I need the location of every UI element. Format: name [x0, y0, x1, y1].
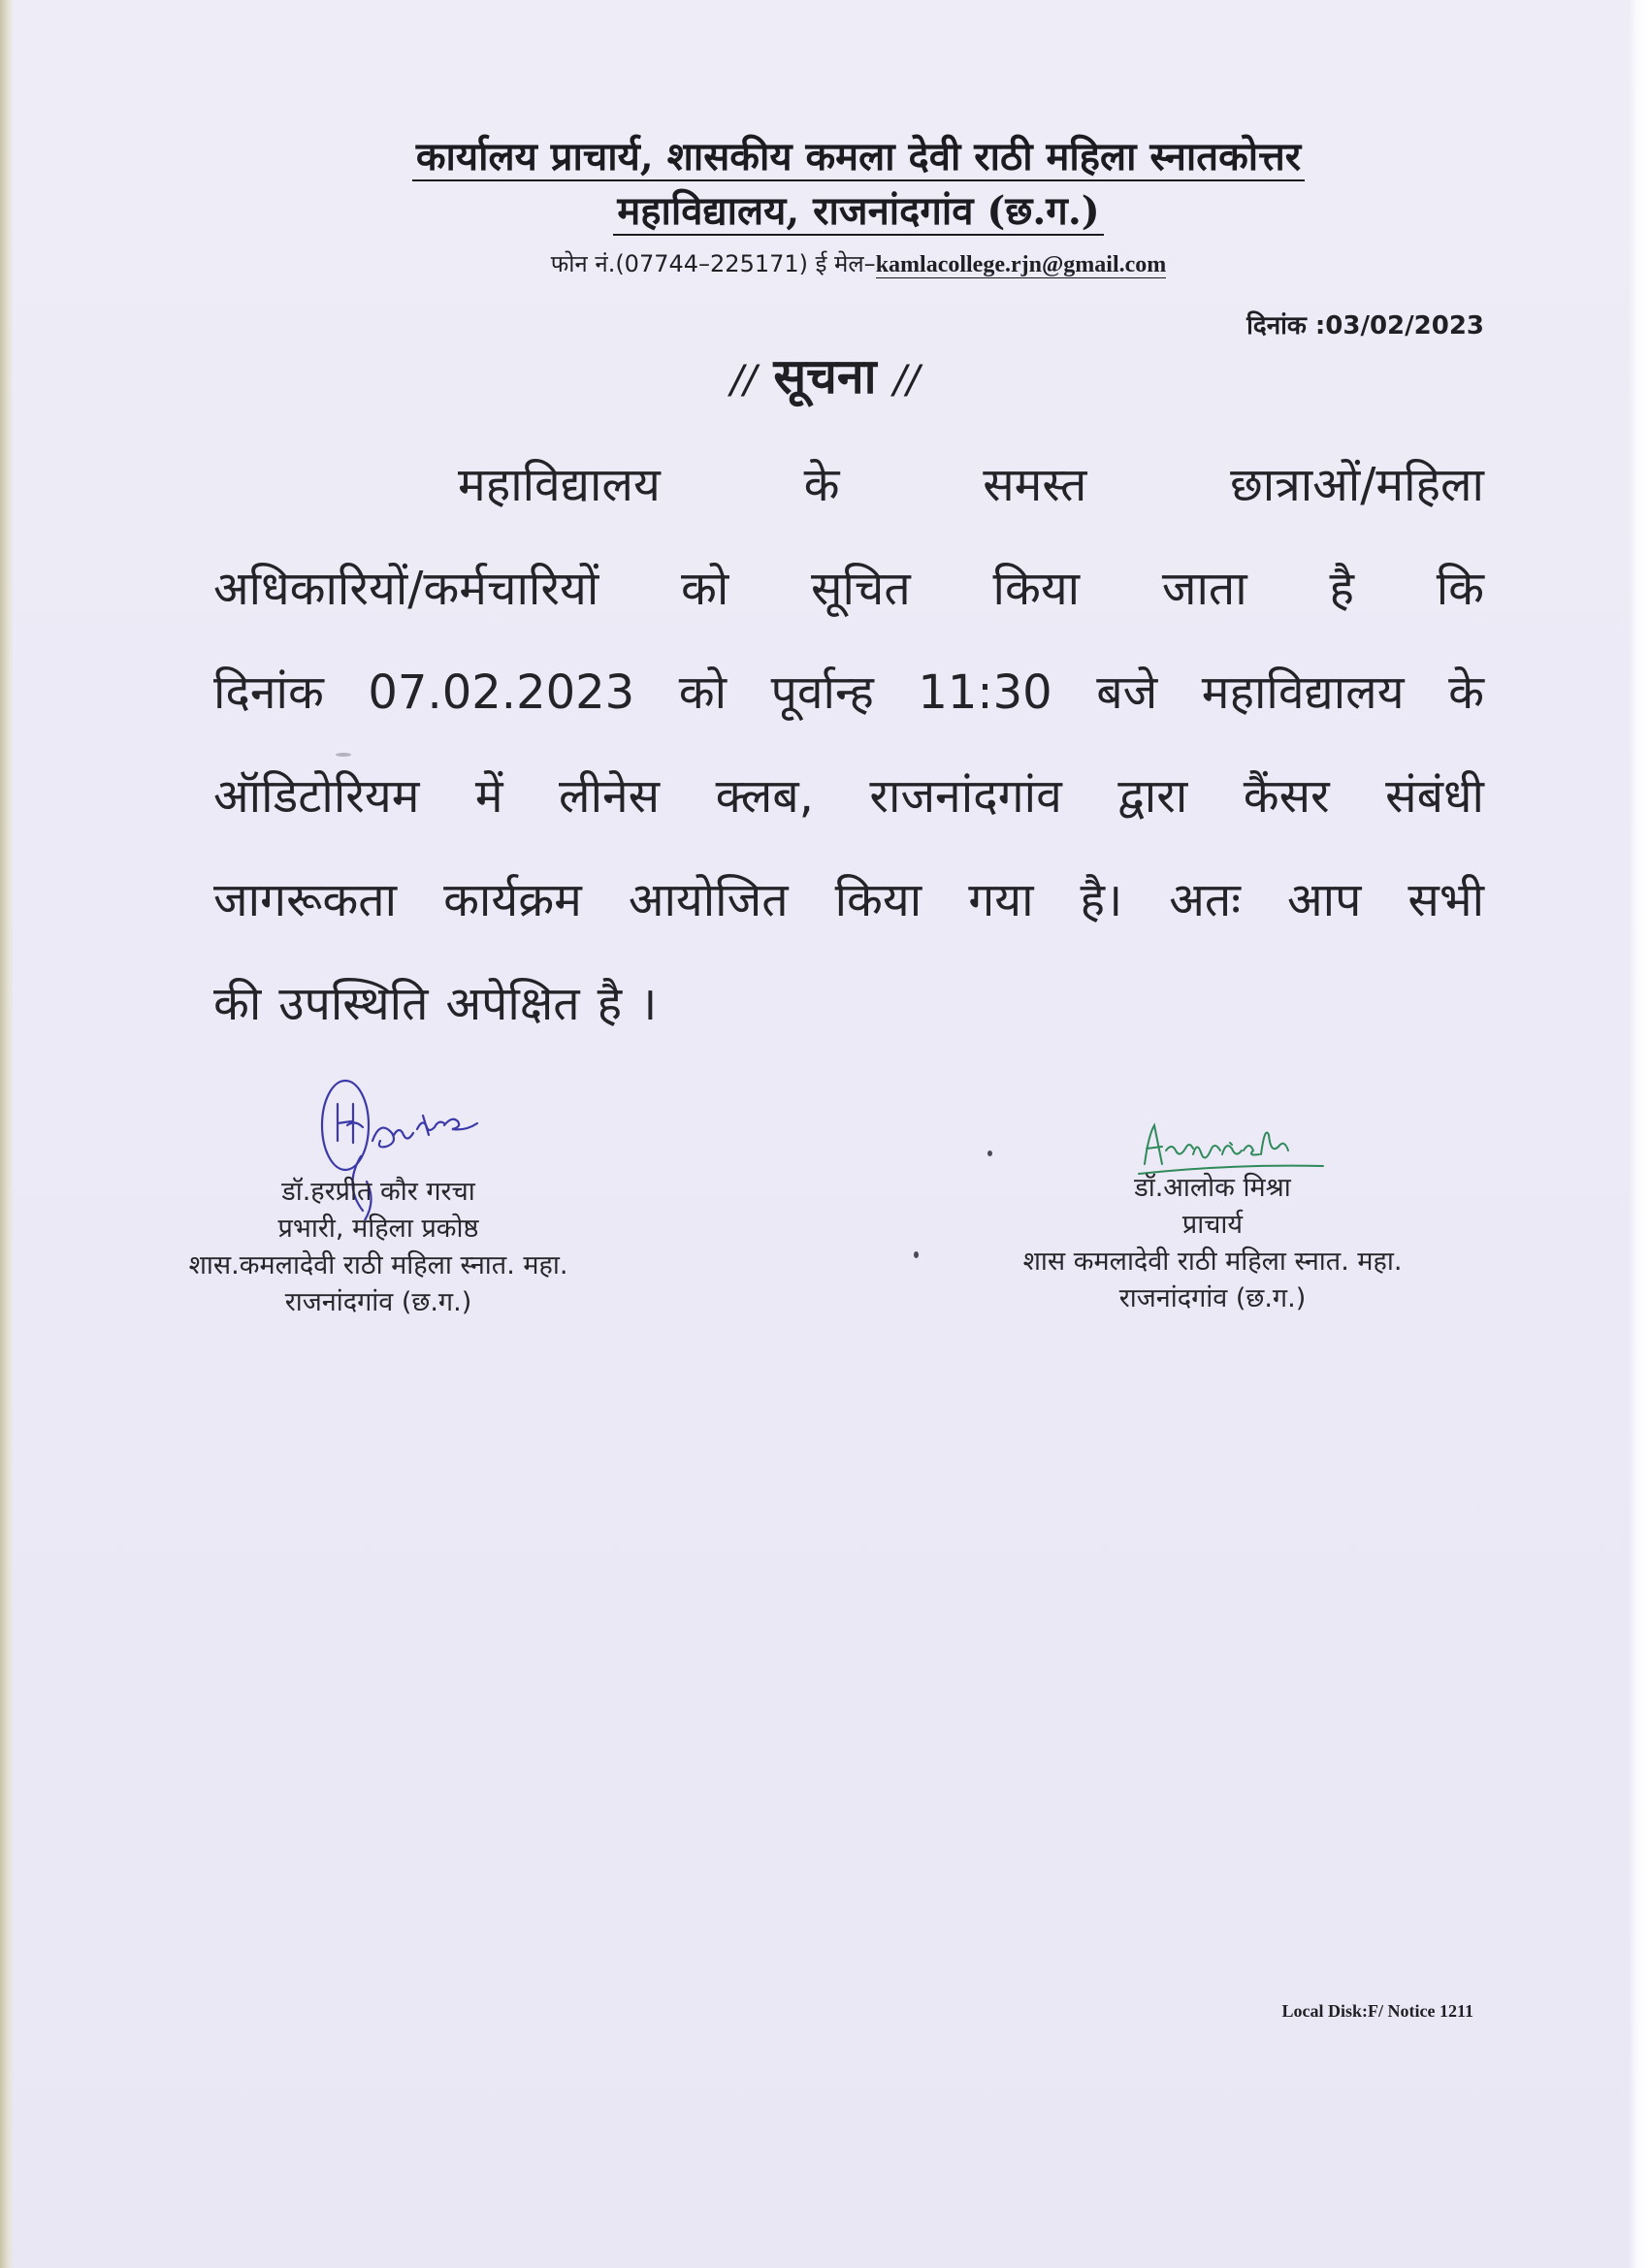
body-word: अधिकारियों/कर्मचारियों	[213, 562, 599, 616]
signatory-left-city: राजनांदगांव (छ.ग.)	[284, 1287, 472, 1317]
body-word: कि	[1436, 562, 1484, 616]
body-line-5	[213, 857, 1484, 960]
body-word: कैंसर	[1243, 769, 1330, 824]
body-word: के	[803, 458, 840, 512]
body-word: है	[597, 977, 623, 1031]
heading-text: सूचना	[773, 348, 877, 405]
heading-slashes-left: //	[730, 358, 757, 403]
notice-body	[213, 441, 1484, 1064]
signatory-left-designation: प्रभारी, महिला प्रकोष्ठ	[277, 1214, 479, 1244]
body-word: समस्त	[983, 458, 1087, 512]
body-line-6	[213, 960, 1484, 1064]
signatory-left-name: डॉ.हरप्रीत कौर गरचा	[281, 1177, 475, 1207]
signatory-left	[146, 1174, 611, 1321]
letterhead-line-2	[194, 184, 1523, 239]
email-address: kamlacollege.rjn@gmail.com	[875, 252, 1167, 277]
body-word: क्लब,	[715, 769, 814, 824]
body-word: के	[1448, 665, 1484, 720]
body-word: पूर्वान्ह	[770, 665, 874, 720]
body-word: में	[474, 769, 503, 824]
body-word: जाता	[1161, 562, 1247, 616]
body-word: छात्राओं/महिला	[1230, 458, 1484, 512]
body-word: ।	[639, 977, 658, 1031]
body-word: उपस्थिति	[278, 977, 429, 1031]
scan-left-edge	[0, 0, 14, 2268]
body-word: महाविद्यालय	[458, 458, 661, 512]
body-word: संबंधी	[1385, 769, 1484, 824]
body-line-4	[213, 753, 1484, 857]
body-word: दिनांक	[213, 665, 324, 720]
signatory-right-name: डॉ.आलोक मिश्रा	[1134, 1173, 1291, 1203]
body-word: ऑडिटोरियम	[213, 769, 420, 824]
notice-date: दिनांक :03/02/2023	[1246, 311, 1484, 340]
body-word: सूचित	[811, 562, 911, 616]
body-word: महाविद्यालय	[1201, 665, 1405, 720]
body-word: सभी	[1407, 873, 1484, 927]
body-word: 07.02.2023	[368, 665, 635, 720]
letterhead-college-city: महाविद्यालय, राजनांदगांव (छ.ग.)	[613, 188, 1103, 236]
body-word: अपेक्षित	[445, 977, 580, 1031]
body-word: 11:30	[918, 665, 1052, 720]
signatory-right-institution: शास कमलादेवी राठी महिला स्नात. महा.	[1022, 1247, 1403, 1277]
body-line-3	[213, 649, 1484, 753]
body-word: गया	[968, 873, 1034, 927]
letterhead-line-1	[194, 130, 1523, 184]
scan-right-edge	[1629, 0, 1650, 2268]
letterhead	[194, 130, 1523, 284]
body-word: लीनेस	[559, 769, 661, 824]
letterhead-contact	[194, 244, 1523, 284]
body-word: को	[678, 665, 728, 720]
signatory-left-institution: शास.कमलादेवी राठी महिला स्नात. महा.	[188, 1250, 568, 1280]
body-word: कार्यक्रम	[443, 873, 582, 927]
body-line-2	[213, 545, 1484, 649]
body-word: की	[213, 977, 262, 1031]
body-word: आयोजित	[628, 873, 789, 927]
body-word: है।	[1080, 873, 1123, 927]
signatory-right-designation: प्राचार्य	[1181, 1210, 1244, 1240]
body-word: है	[1329, 562, 1354, 616]
body-word: जागरूकता	[213, 873, 398, 927]
letterhead-office-title: कार्यालय प्राचार्य, शासकीय कमला देवी राठी महिला स्नातकोत्तर	[412, 134, 1305, 181]
body-word: द्वारा	[1117, 769, 1188, 824]
heading-slashes-right: //	[893, 358, 920, 403]
body-line-1	[213, 441, 1484, 545]
body-word: राजनांदगांव	[869, 769, 1062, 824]
body-word: अतः	[1169, 873, 1241, 927]
notice-heading	[0, 341, 1650, 407]
body-word: बजे	[1096, 665, 1158, 720]
body-word: किया	[834, 873, 922, 927]
signatory-right	[970, 1170, 1455, 1317]
file-reference: Local Disk:F/ Notice 1211	[1281, 2001, 1473, 2021]
scan-speck	[914, 1251, 919, 1258]
body-word: आप	[1287, 873, 1362, 927]
phone-number: फोन नं.(07744–225171) ई मेल–	[550, 250, 876, 277]
signatory-right-city: राजनांदगांव (छ.ग.)	[1118, 1283, 1307, 1313]
body-word: को	[681, 562, 729, 616]
scan-speck	[336, 753, 351, 757]
scan-speck	[987, 1150, 992, 1156]
body-word: किया	[992, 562, 1081, 616]
